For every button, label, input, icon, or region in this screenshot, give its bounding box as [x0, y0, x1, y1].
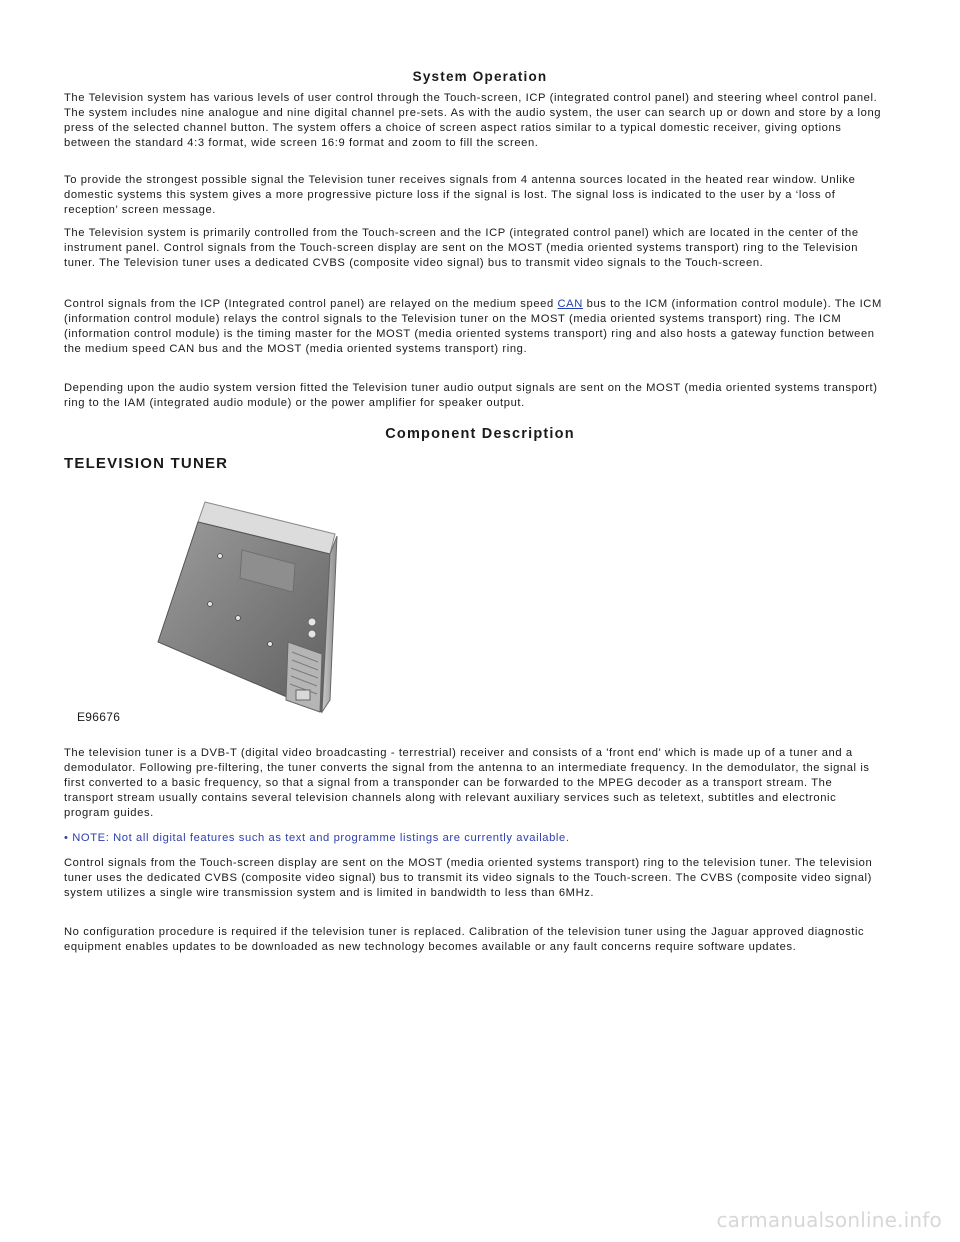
paragraph-configuration: No configuration procedure is required if the television tuner is replaced. Calibration of the television tuner using the Jaguar approved diagnostic equipment enables updates to be downloaded as new technology becomes available or any fault concerns require software updates.: [64, 926, 865, 953]
television-tuner-image: [60, 494, 360, 726]
system-operation-heading: System Operation: [412, 69, 548, 84]
paragraph-system-overview: The Television system has various levels of user control through the Touch-screen, ICP (integrated control panel) and steering wheel control panel. The system includes nine analogue and nine digital channel pre-sets. As with the audio system, the user can search up or down and store by a long press of the selected channel button. The system offers a choice of screen aspect ratios similar to a typical domestic receiver, giving options between the standard 4:3 format, wide screen 16:9 format and zoom to fill the screen.: [64, 92, 882, 149]
figure-label: E96676: [77, 710, 121, 724]
television-tuner-heading: TELEVISION TUNER: [64, 455, 229, 472]
watermark: carmanualsonline.info: [716, 1208, 942, 1232]
p4-text-after: bus to the ICM (information control module). The ICM (information control module) relays the control signals to the Television tuner on the MOST (media oriented systems transport) ring. The ICM (information control module) is the timing master for the MOST (media oriented systems transport) ring and also hosts a gateway function between the medium speed CAN bus and the MOST (media oriented systems transport) ring.: [64, 298, 882, 355]
component-description-heading: Component Description: [385, 426, 575, 442]
paragraph-icp-signals: [64, 297, 884, 357]
p4-text-before: Control signals from the ICP (Integrated control panel) are relayed on the medium speed: [64, 298, 558, 310]
paragraph-tuner-description: The television tuner is a DVB-T (digital video broadcasting - terrestrial) receiver and consists of a 'front end' which is made up of a tuner and a demodulator. Following pre-filtering, the tuner converts the signal from the antenna to an intermediate frequency. In the demodulator, the signal is first converted to a basic frequency, so that a signal from a transponder can be forwarded to the MPEG decoder as a transport stream. The transport stream usually contains several television channels along with relevant auxiliary services such as teletext, subtitles and electronic program guides.: [64, 747, 870, 819]
can-link[interactable]: CAN: [557, 298, 583, 310]
paragraph-signal-reception: To provide the strongest possible signal the Television tuner receives signals from 4 antenna sources located in the heated rear window. Unlike domestic systems this system gives a more progressive picture loss if the signal is lost. The signal loss is indicated to the user by a ‘loss of reception’ screen message.: [64, 174, 856, 216]
note-digital-features: • NOTE: Not all digital features such as text and programme listings are currently available.: [64, 832, 570, 844]
paragraph-control: The Television system is primarily controlled from the Touch-screen and the ICP (integrated control panel) which are located in the center of the instrument panel. Control signals from the Touch-screen display are sent on the MOST (media oriented systems transport) ring to the Television tuner. The Television tuner uses a dedicated CVBS (composite video signal) bus to transmit video signals to the Touch-screen.: [64, 227, 859, 269]
paragraph-control-signals: Control signals from the Touch-screen display are sent on the MOST (media oriented systems transport) ring to the television tuner. The television tuner uses the dedicated CVBS (composite video signal) bus to transmit its video signals to the Touch-screen. The CVBS (composite video signal) system utilizes a single wire transmission system and is limited in bandwidth to less than 6MHz.: [64, 857, 873, 899]
paragraph-audio-output: Depending upon the audio system version fitted the Television tuner audio output signals are sent on the MOST (media oriented systems transport) ring to the IAM (integrated audio module) or the power amplifier for speaker output.: [64, 382, 878, 409]
